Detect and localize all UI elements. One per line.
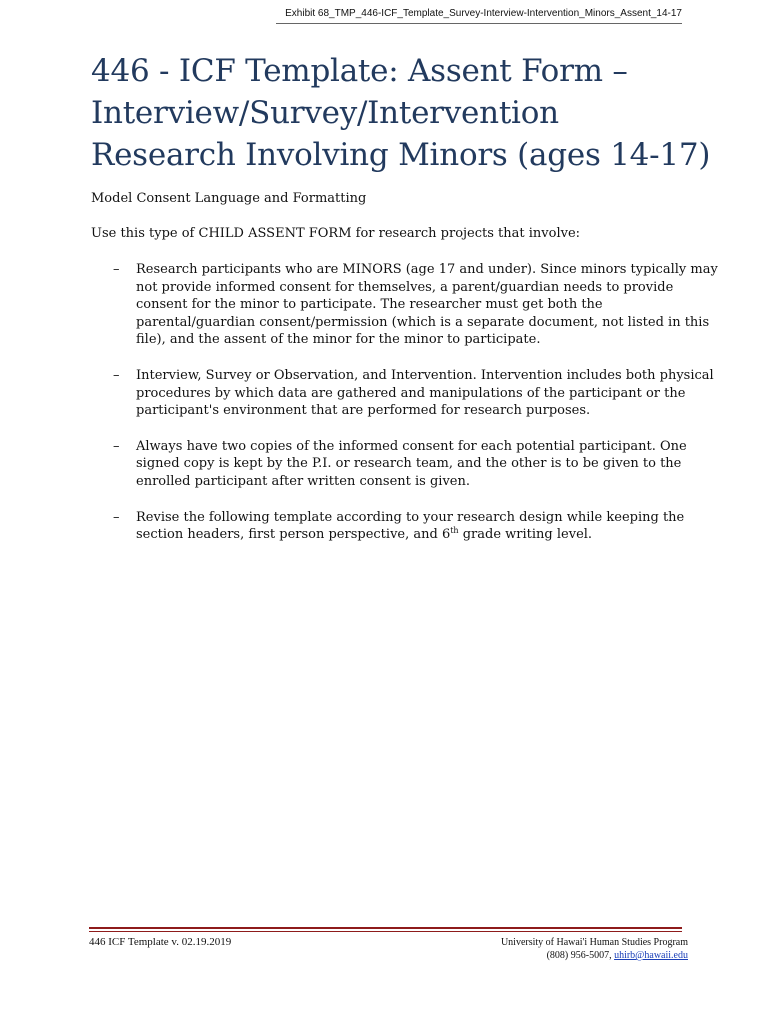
list-item-line: procedures by which data are gathered and manipulations of the participant or the [136, 385, 686, 401]
list-item-line: Always have two copies of the informed consent for each potential participant. One [136, 438, 687, 454]
header-divider [276, 23, 682, 24]
footer-divider [89, 931, 682, 932]
email-link[interactable]: uhirb@hawaii.edu [614, 950, 688, 961]
list-item-line: file), and the assent of the minor for the minor to participate. [136, 332, 541, 348]
list-item-line: consent for the minor to participate. The researcher must get both the [136, 297, 603, 313]
list-item-line: signed copy is kept by the P.I. or research team, and the other is to be given to the [136, 456, 682, 472]
list-item-line: Interview, Survey or Observation, and Intervention. Intervention includes both physical [136, 367, 714, 383]
document-title [91, 50, 711, 176]
contact-line [501, 949, 688, 962]
list-item-line: Revise the following template according to your research design while keeping the [136, 509, 685, 525]
list-item-line: participant's environment that are performed for research purposes. [136, 403, 591, 419]
list-item-line: not provide informed consent for themselves, a parent/guardian needs to provide [136, 279, 674, 295]
phone-number: (808) 956-5007, [546, 950, 615, 961]
title-line: 446 - ICF Template: Assent Form – [91, 53, 628, 89]
list-item-text: grade writing level. [458, 527, 593, 543]
footer-divider [89, 927, 682, 929]
list-item-text: section headers, first person perspective, and 6 [136, 527, 451, 543]
intro-text: Use this type of CHILD ASSENT FORM for research projects that involve: [91, 226, 581, 241]
dash-marker: – [113, 367, 120, 383]
list-item [91, 367, 714, 420]
dash-marker: – [113, 262, 120, 277]
dash-marker: – [113, 509, 120, 525]
title-line: Interview/Survey/Intervention [91, 95, 559, 131]
document-subtitle: Model Consent Language and Formatting [91, 191, 367, 206]
title-line: Research Involving Minors (ages 14-17) [91, 137, 711, 173]
template-version: 446 ICF Template v. 02.19.2019 [89, 936, 232, 948]
list-item [91, 438, 687, 491]
exhibit-header: Exhibit 68_TMP_446-ICF_Template_Survey-Interview-Intervention_Minors_Assent_14-17 [285, 8, 682, 19]
program-name: University of Hawai'i Human Studies Program [500, 937, 688, 948]
footer-contact [501, 936, 688, 962]
list-item-line [136, 526, 681, 544]
ordinal-suffix: th [450, 526, 459, 536]
list-item-line: enrolled participant after written consent is given. [136, 473, 471, 489]
dash-marker: – [113, 438, 120, 454]
list-item-line: Research participants who are MINORS (age 17 and under). Since minors typically may [136, 262, 718, 277]
list-item-line: parental/guardian consent/permission (which is a separate document, not listed in this [136, 314, 710, 330]
list-item [91, 509, 685, 544]
requirements-list [91, 261, 718, 562]
list-item [91, 261, 718, 349]
